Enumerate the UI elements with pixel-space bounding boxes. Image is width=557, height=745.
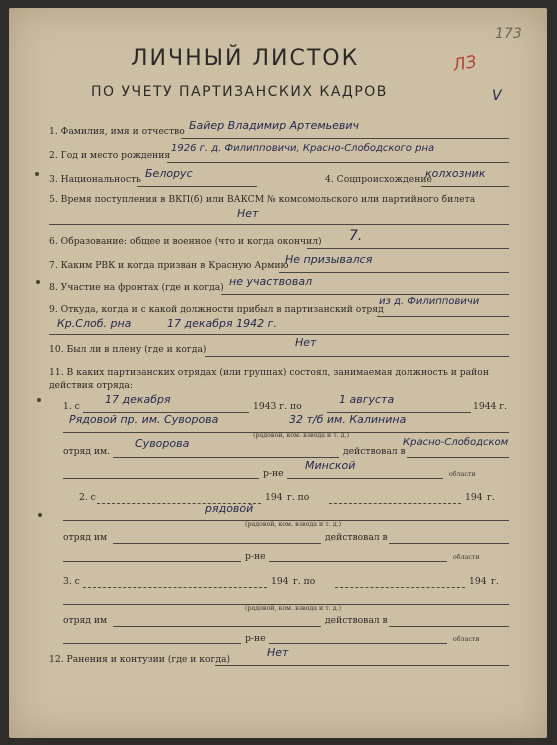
field-8-value: не участвовал — [229, 275, 313, 288]
field-9-label: 9. Откуда, когда и с какой должности прибыл в партизанский отряд — [49, 304, 384, 315]
section-2-year-suffix: г. — [487, 492, 495, 503]
section-2-raion-label: р-не — [245, 551, 266, 562]
field-1-label: 1. Фамилия, имя и отчество — [49, 126, 185, 137]
section-3-year2: 194 — [469, 576, 487, 587]
document-title: ЛИЧНЫЙ ЛИСТОК — [131, 46, 360, 71]
section-2-year2: 194 — [465, 492, 483, 503]
section-1-role-2: 32 т/б им. Калинина — [289, 413, 407, 426]
section-2-to-line — [329, 503, 461, 504]
field-3-label: 3. Национальность — [49, 174, 142, 185]
field-7-line — [279, 272, 509, 273]
section-3-to-line — [335, 587, 465, 588]
field-6-line — [307, 248, 509, 249]
section-1-from: 17 декабря — [105, 393, 171, 406]
field-5-value: Нет — [237, 207, 259, 220]
section-1-role: Рядовой пр. им. Суворова — [69, 413, 219, 426]
field-3-value: Белорус — [145, 167, 193, 180]
section-3-otryad-line — [113, 626, 321, 627]
section-3-from-line — [83, 587, 267, 588]
section-1-acted: Красно-Слободском — [403, 437, 509, 448]
section-2-oblast-label: области — [453, 554, 480, 561]
section-3-acted-line — [389, 626, 509, 627]
section-3-oblast-label: области — [453, 636, 480, 643]
field-2-line — [167, 162, 509, 163]
check-mark: V — [492, 88, 502, 104]
field-6-value: 7. — [349, 228, 363, 244]
document-sheet — [9, 8, 547, 738]
section-2-otryad-line — [113, 543, 321, 544]
field-10-line — [205, 356, 509, 357]
field-12-label: 12. Ранения и контузии (где и когда) — [49, 654, 231, 665]
field-6-label: 6. Образование: общее и военное (что и когда окончил) — [49, 236, 322, 247]
field-12-value: Нет — [267, 646, 289, 659]
field-3-line — [137, 186, 257, 187]
section-2-acted-line — [389, 543, 509, 544]
document-subtitle: ПО УЧЕТУ ПАРТИЗАНСКИХ КАДРОВ — [91, 84, 388, 100]
section-1-acted-label: действовал в — [343, 446, 406, 457]
section-1-to-year: 1944 г. — [473, 401, 508, 412]
field-8-label: 8. Участие на фронтах (где и когда) — [49, 282, 224, 293]
field-12-line — [215, 665, 509, 666]
field-9-value-3: 17 декабря 1942 г. — [167, 317, 277, 330]
red-mark: ЛЗ — [451, 52, 479, 76]
field-5-label: 5. Время поступления в ВКП(б) или ВАКСМ № комсомольского или партийного билета — [49, 194, 476, 205]
field-5-line — [49, 224, 509, 225]
section-3-year-suffix: г. — [491, 576, 499, 587]
section-3-role-caption: (радовой, ком. взвода и т. д.) — [245, 605, 342, 612]
section-3-acted-label: действовал в — [325, 615, 388, 626]
punch-hole — [38, 513, 42, 517]
section-3-year1: 194 — [271, 576, 289, 587]
section-1-otryad-line — [113, 457, 339, 458]
section-1-otryad-label: отряд им. — [63, 446, 111, 457]
field-10-label: 10. Был ли в плену (где и когда) — [49, 344, 207, 355]
section-2-region-line — [269, 561, 447, 562]
field-1-line — [181, 138, 509, 139]
punch-hole — [35, 172, 39, 176]
section-3-raion-label: р-не — [245, 633, 266, 644]
section-2-acted-label: действовал в — [325, 532, 388, 543]
section-1-acted-line — [407, 457, 509, 458]
punch-hole — [37, 398, 41, 402]
section-3-region-line — [269, 643, 447, 644]
field-2-value: 1926 г. д. Филипповичи, Красно-Слободского рна — [171, 143, 435, 154]
field-4-value: колхозник — [425, 167, 486, 180]
field-4-label: 4. Соцпроисхождение — [325, 174, 432, 185]
section-1-oblast-label: области — [449, 471, 476, 478]
section-2-prefix: 2. с — [79, 492, 96, 503]
section-1-raion-label: р-не — [263, 468, 284, 479]
section-1-region-line — [287, 478, 443, 479]
section-2-mid: г. по — [287, 492, 310, 503]
field-11-label: 11. В каких партизанских отрядах (или группах) состоял, занимаемая должность и район действия отряда: — [49, 367, 489, 391]
field-9-line — [377, 316, 509, 317]
section-1-raion: Минской — [305, 459, 356, 472]
section-1-prefix: 1. с — [63, 401, 80, 412]
section-3-raion-line — [63, 643, 241, 644]
section-2-raion-line — [63, 561, 241, 562]
field-9-value-2: Кр.Слоб. рна — [57, 317, 132, 330]
section-1-to: 1 августа — [339, 393, 395, 406]
section-2-role-caption: (радовой, ком. взвода и т. д.) — [245, 521, 342, 528]
section-1-otryad: Суворова — [135, 437, 190, 450]
field-10-value: Нет — [295, 336, 317, 349]
section-1-raion-line — [63, 478, 259, 479]
field-7-label: 7. Каким РВК и когда призван в Красную Армию — [49, 260, 289, 271]
section-3-otryad-label: отряд им — [63, 615, 108, 626]
archive-number: 173 — [495, 26, 522, 42]
field-2-label: 2. Год и место рождения — [49, 150, 171, 161]
field-9-line-2 — [49, 334, 509, 335]
section-1-role-caption: (радовой, ком. взвода и т. д.) — [253, 432, 350, 439]
section-3-prefix: 3. с — [63, 576, 80, 587]
section-2-year1: 194 — [265, 492, 283, 503]
section-1-from-year: 1943 г. по — [253, 401, 302, 412]
punch-hole — [36, 280, 40, 284]
field-9-value: из д. Филипповичи — [379, 296, 480, 307]
section-2-otryad-label: отряд им — [63, 532, 108, 543]
section-3-mid: г. по — [293, 576, 316, 587]
field-1-value: Байер Владимир Артемьевич — [189, 119, 360, 132]
section-2-role: рядовой — [205, 502, 254, 515]
field-7-value: Не призывался — [285, 253, 373, 266]
field-4-line — [421, 186, 509, 187]
field-8-line — [221, 294, 509, 295]
